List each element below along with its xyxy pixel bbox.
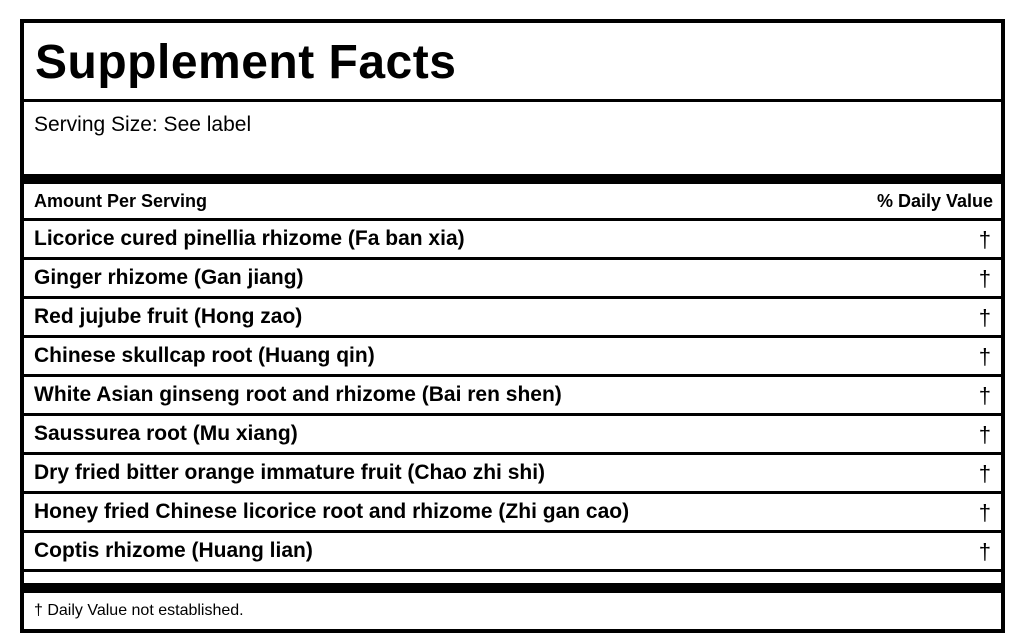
- ingredient-name: Licorice cured pinellia rhizome (Fa ban xia): [34, 227, 465, 250]
- daily-value-label: % Daily Value: [876, 191, 993, 211]
- ingredient-row: [24, 416, 1001, 455]
- ingredient-name: Saussurea root (Mu xiang): [34, 422, 298, 445]
- serving-size-text: Serving Size: See label: [34, 113, 252, 136]
- ingredient-row: [24, 455, 1001, 494]
- ingredient-list: [24, 221, 1001, 572]
- serving-size-section: [24, 102, 1001, 174]
- ingredient-row: [24, 221, 1001, 260]
- ingredient-row: [24, 299, 1001, 338]
- ingredient-row: [24, 338, 1001, 377]
- title-section: [24, 23, 1001, 102]
- panel-title: Supplement Facts: [35, 36, 457, 89]
- ingredient-row: [24, 533, 1001, 572]
- footnote-section: [24, 593, 1001, 629]
- ingredient-dv: †: [978, 227, 991, 252]
- ingredient-row: [24, 494, 1001, 533]
- thick-divider-top: [24, 174, 1001, 184]
- ingredient-dv: †: [978, 344, 991, 369]
- ingredient-row: [24, 377, 1001, 416]
- ingredient-dv: †: [978, 422, 991, 447]
- thick-divider-bottom: [24, 583, 1001, 593]
- ingredient-dv: †: [978, 305, 991, 330]
- ingredient-dv: †: [978, 266, 991, 291]
- ingredient-name: Coptis rhizome (Huang lian): [34, 539, 313, 562]
- ingredient-name: Red jujube fruit (Hong zao): [34, 305, 303, 328]
- ingredient-name: Ginger rhizome (Gan jiang): [34, 266, 304, 289]
- footnote-text: † Daily Value not established.: [34, 602, 244, 619]
- supplement-facts-panel: [20, 19, 1005, 633]
- amount-header-row: [24, 184, 1001, 221]
- ingredient-name: White Asian ginseng root and rhizome (Bai ren shen): [34, 383, 562, 406]
- ingredient-dv: †: [978, 461, 991, 486]
- ingredient-dv: †: [978, 500, 991, 525]
- ingredient-name: Chinese skullcap root (Huang qin): [34, 344, 375, 367]
- ingredient-name: Dry fried bitter orange immature fruit (Chao zhi shi): [34, 461, 546, 484]
- ingredient-dv: †: [978, 383, 991, 408]
- ingredient-dv: †: [978, 539, 991, 564]
- amount-per-serving-label: Amount Per Serving: [34, 191, 208, 211]
- ingredient-name: Honey fried Chinese licorice root and rhizome (Zhi gan cao): [34, 500, 630, 523]
- ingredient-row: [24, 260, 1001, 299]
